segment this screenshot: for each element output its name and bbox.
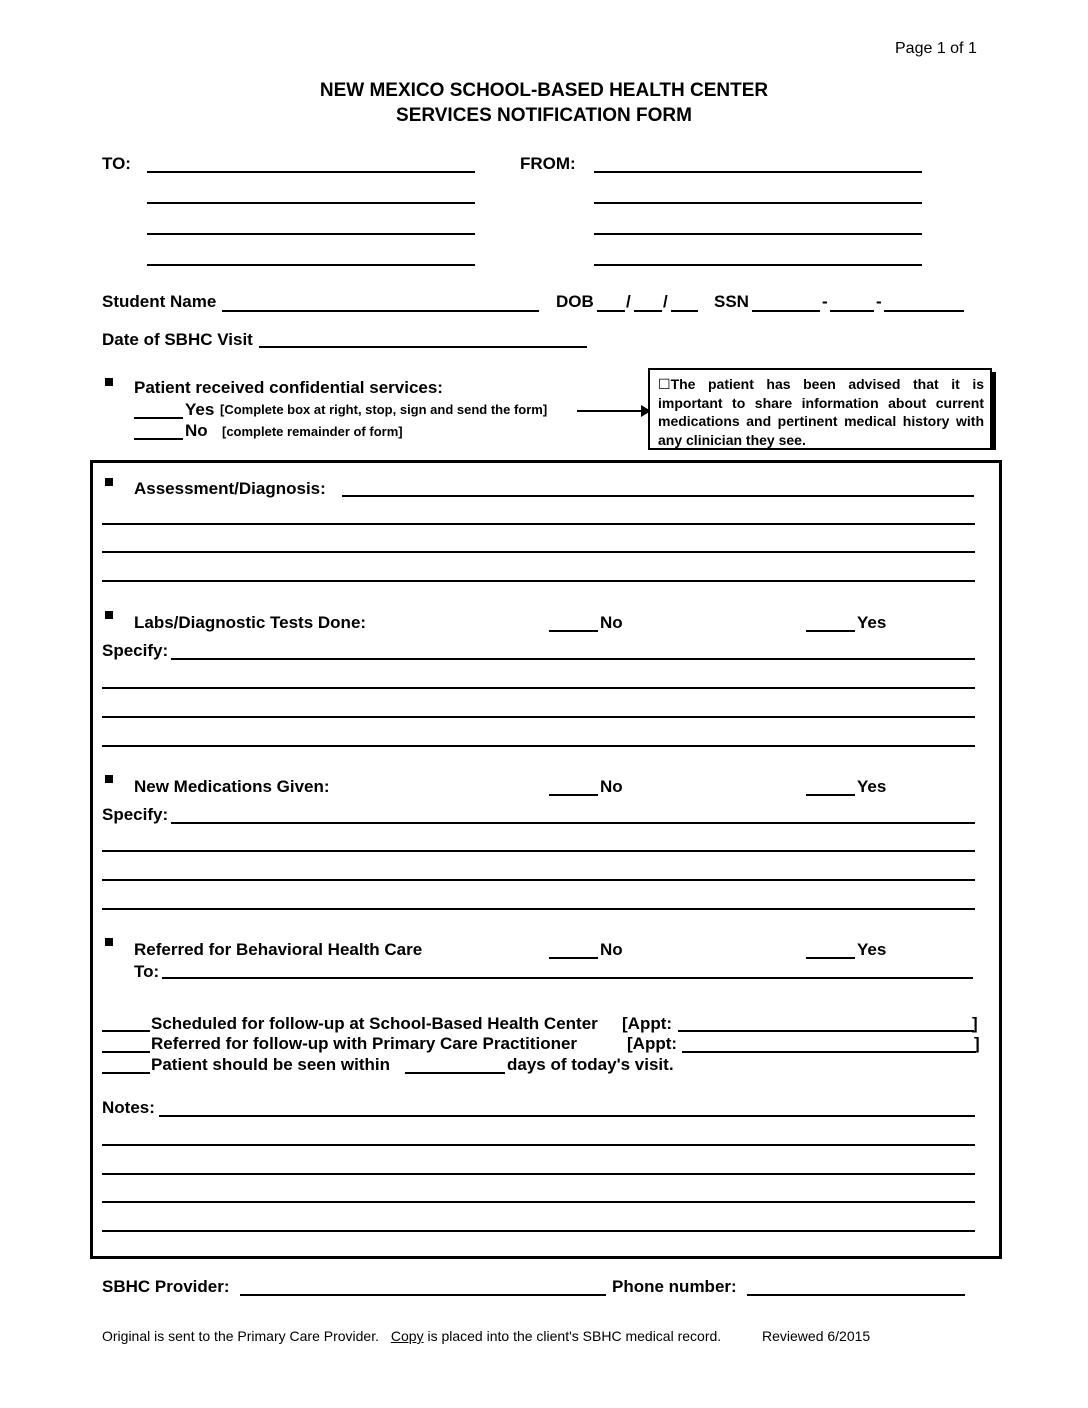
scheduled-check-field[interactable] — [102, 1030, 150, 1032]
meds-yes-field[interactable] — [806, 794, 855, 796]
assessment-field-1[interactable] — [342, 495, 974, 497]
behavioral-no-label: No — [600, 940, 623, 959]
dob-sep-2: / — [663, 292, 668, 311]
meds-specify-field-2[interactable] — [102, 850, 975, 852]
ssn-sep-1: - — [822, 292, 828, 311]
referred-appt-field[interactable] — [682, 1051, 976, 1053]
referred-label: Referred for follow-up with Primary Care Practitioner — [151, 1034, 578, 1053]
dob-year-field[interactable] — [671, 310, 698, 312]
notes-field-4[interactable] — [102, 1201, 975, 1203]
reviewed-date: Reviewed 6/2015 — [762, 1328, 871, 1344]
bullet-icon — [105, 775, 113, 783]
footer-note-part2: is placed into the client's SBHC medical record. — [423, 1328, 722, 1344]
from-line-4[interactable] — [594, 264, 922, 266]
ssn-part3-field[interactable] — [884, 310, 964, 312]
meds-specify-field-3[interactable] — [102, 879, 975, 881]
meds-no-field[interactable] — [549, 794, 598, 796]
bullet-icon — [105, 938, 113, 946]
to-line-1[interactable] — [147, 171, 475, 173]
ssn-part2-field[interactable] — [830, 310, 874, 312]
labs-no-field[interactable] — [549, 630, 598, 632]
meds-no-label: No — [600, 777, 623, 796]
arrow-line — [577, 410, 641, 412]
labs-specify-field-2[interactable] — [102, 687, 975, 689]
behavioral-yes-field[interactable] — [806, 957, 855, 959]
referred-appt-label: [Appt: — [627, 1034, 678, 1053]
footer-note-copy: Copy — [390, 1328, 424, 1344]
page-number: Page 1 of 1 — [895, 40, 977, 57]
bullet-icon — [105, 478, 113, 486]
meds-specify-field-1[interactable] — [171, 822, 975, 824]
notes-field-1[interactable] — [159, 1115, 975, 1117]
provider-field[interactable] — [240, 1294, 606, 1296]
seen-within-days-field[interactable] — [405, 1072, 505, 1074]
advisory-text: The patient has been advised that it is important to share information about current medications and pertinent medical history with any clinician they see. — [658, 376, 984, 448]
to-label: TO: — [102, 154, 131, 173]
phone-label: Phone number: — [612, 1277, 737, 1296]
behavioral-to-field[interactable] — [162, 977, 973, 979]
behavioral-label: Referred for Behavioral Health Care — [134, 940, 423, 959]
labs-specify-field-3[interactable] — [102, 716, 975, 718]
seen-within-check-field[interactable] — [102, 1072, 150, 1074]
assessment-field-3[interactable] — [102, 551, 975, 553]
student-name-label: Student Name — [102, 292, 217, 311]
ssn-sep-2: - — [876, 292, 882, 311]
confidential-yes-note: [Complete box at right, stop, sign and send the form] — [220, 402, 548, 417]
meds-specify-field-4[interactable] — [102, 908, 975, 910]
behavioral-yes-label: Yes — [857, 940, 887, 959]
bullet-icon — [105, 378, 113, 386]
confidential-no-field[interactable] — [134, 438, 183, 440]
behavioral-to-label: To: — [134, 962, 160, 981]
labs-label: Labs/Diagnostic Tests Done: — [134, 613, 367, 632]
labs-specify-field-1[interactable] — [171, 658, 975, 660]
scheduled-appt-label: [Appt: — [622, 1014, 673, 1033]
from-line-2[interactable] — [594, 202, 922, 204]
to-line-4[interactable] — [147, 264, 475, 266]
student-name-field[interactable] — [222, 310, 539, 312]
provider-label: SBHC Provider: — [102, 1277, 230, 1296]
bullet-icon — [105, 611, 113, 619]
notes-field-5[interactable] — [102, 1230, 975, 1232]
scheduled-close-bracket: ] — [972, 1014, 978, 1033]
confidential-label: Patient received confidential services: — [134, 378, 443, 397]
confidential-yes-label: Yes — [185, 400, 215, 419]
scheduled-appt-field[interactable] — [678, 1030, 974, 1032]
ssn-label: SSN — [714, 292, 749, 311]
confidential-yes-field[interactable] — [134, 417, 183, 419]
labs-yes-field[interactable] — [806, 630, 855, 632]
advisory-box — [648, 368, 992, 450]
behavioral-no-field[interactable] — [549, 957, 598, 959]
dob-sep-1: / — [626, 292, 631, 311]
confidential-no-label: No — [185, 421, 208, 440]
labs-no-label: No — [600, 613, 623, 632]
dob-month-field[interactable] — [597, 310, 625, 312]
referred-check-field[interactable] — [102, 1051, 150, 1053]
meds-specify-label: Specify: — [102, 805, 169, 824]
labs-yes-label: Yes — [857, 613, 887, 632]
confidential-no-note: [complete remainder of form] — [222, 424, 403, 439]
footer-note-part1: Original is sent to the Primary Care Provider. — [102, 1328, 379, 1344]
from-line-3[interactable] — [594, 233, 922, 235]
from-label: FROM: — [520, 154, 576, 173]
phone-field[interactable] — [747, 1294, 965, 1296]
labs-specify-field-4[interactable] — [102, 745, 975, 747]
referred-close-bracket: ] — [974, 1034, 980, 1053]
from-line-1[interactable] — [594, 171, 922, 173]
assessment-label: Assessment/Diagnosis: — [134, 479, 326, 498]
meds-yes-label: Yes — [857, 777, 887, 796]
to-line-2[interactable] — [147, 202, 475, 204]
footer-note — [102, 1328, 721, 1344]
meds-label: New Medications Given: — [134, 777, 330, 796]
visit-date-field[interactable] — [259, 346, 587, 348]
scheduled-label: Scheduled for follow-up at School-Based Health Center — [151, 1014, 598, 1033]
notes-label: Notes: — [102, 1098, 155, 1117]
dob-label: DOB — [556, 292, 594, 311]
advisory-checkbox[interactable]: ☐ — [658, 376, 671, 392]
dob-day-field[interactable] — [634, 310, 662, 312]
assessment-field-2[interactable] — [102, 523, 975, 525]
assessment-field-4[interactable] — [102, 580, 975, 582]
visit-date-label: Date of SBHC Visit — [102, 330, 253, 349]
form-title-line2: SERVICES NOTIFICATION FORM — [396, 105, 692, 126]
seen-within-prefix: Patient should be seen within — [151, 1055, 390, 1074]
ssn-part1-field[interactable] — [752, 310, 820, 312]
labs-specify-label: Specify: — [102, 641, 169, 660]
notes-field-3[interactable] — [102, 1173, 975, 1175]
to-line-3[interactable] — [147, 233, 475, 235]
notes-field-2[interactable] — [102, 1144, 975, 1146]
seen-within-suffix: days of today's visit. — [507, 1055, 674, 1074]
form-title-line1: NEW MEXICO SCHOOL-BASED HEALTH CENTER — [319, 80, 769, 101]
